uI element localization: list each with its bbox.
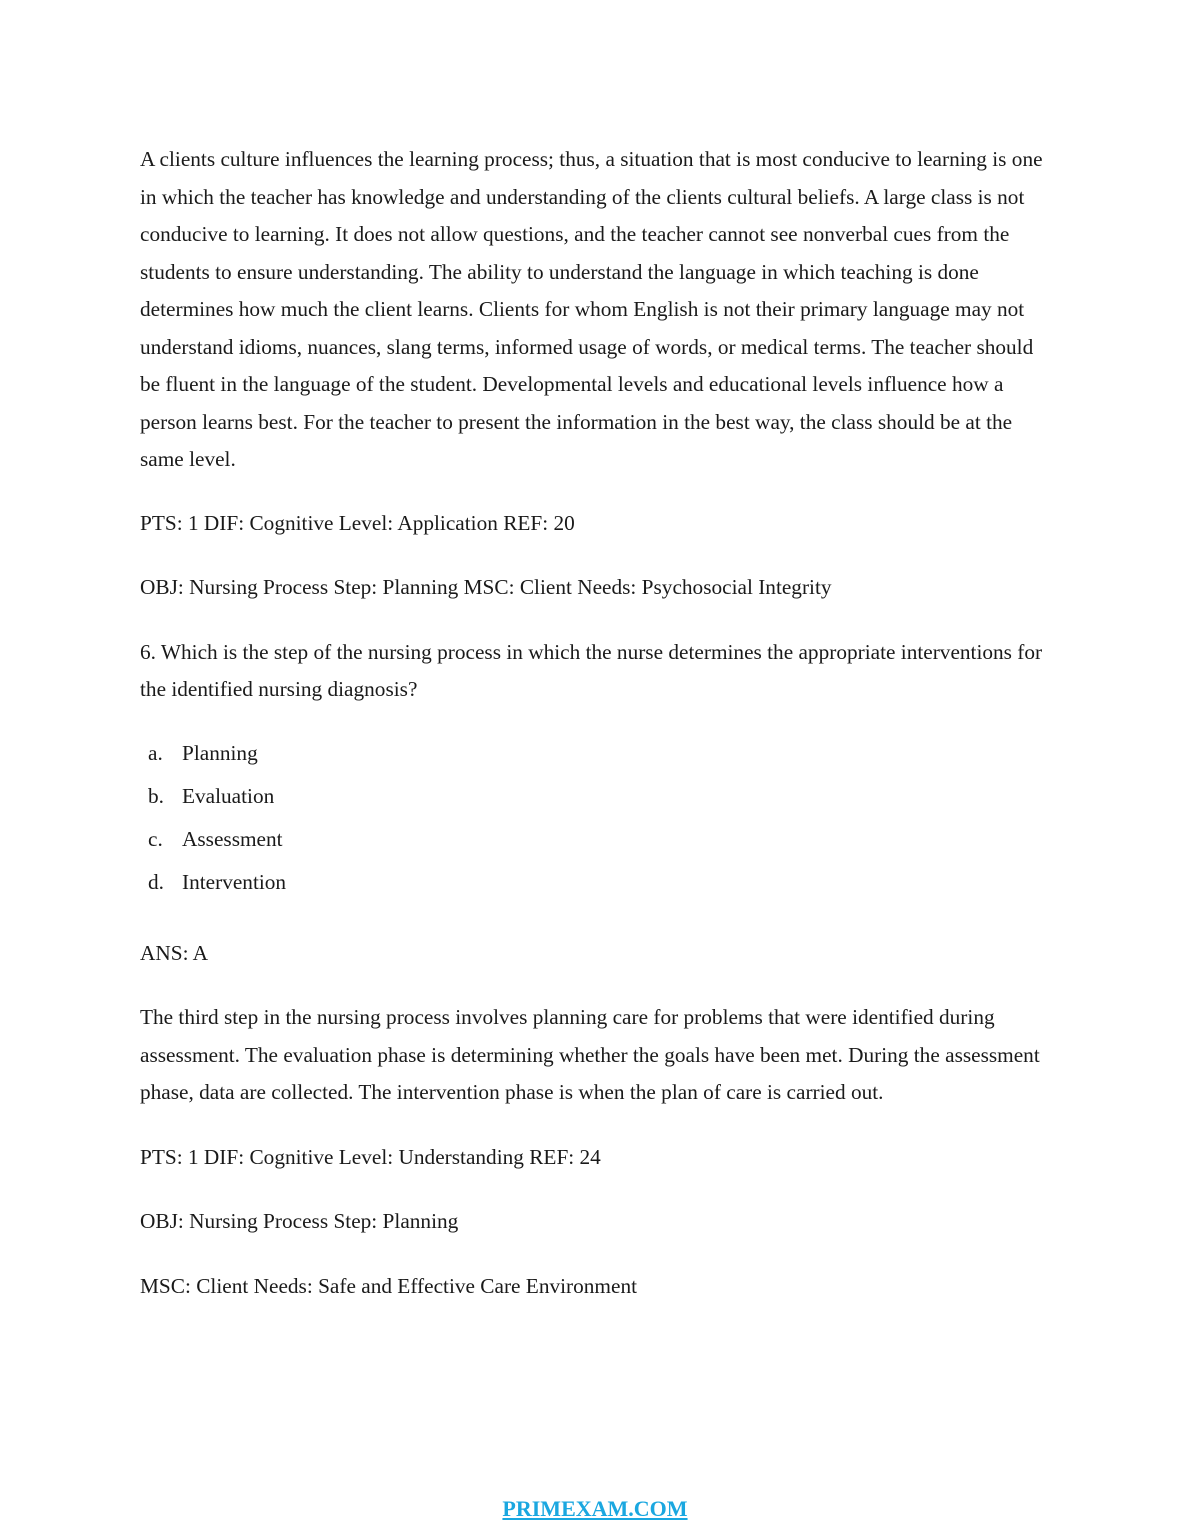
meta-pts: PTS: 1 DIF: Cognitive Level: Understanding REF: 24 [140, 1144, 601, 1169]
question-text: 6. Which is the step of the nursing process in which the nurse determines the appropriate interventions for the identified nursing diagnosis? [140, 639, 1043, 701]
option-c [140, 818, 1055, 861]
option-letter: b. [148, 783, 164, 808]
document-page [140, 141, 1055, 1332]
rationale-text: The third step in the nursing process involves planning care for problems that were identified during assessment. The evaluation phase is determining whether the goals have been met. During the assessment phase, data are collected. The intervention phase is when the plan of care is carried out. [140, 1005, 1040, 1104]
option-letter: d. [148, 869, 164, 894]
meta-msc: MSC: Client Needs: Safe and Effective Care Environment [140, 1273, 638, 1298]
option-d [140, 861, 1055, 904]
meta-obj: OBJ: Nursing Process Step: Planning [140, 1209, 459, 1233]
option-text: Intervention [182, 869, 287, 894]
option-letter: c. [148, 826, 163, 851]
option-letter: a. [148, 740, 163, 765]
option-text: Assessment [182, 826, 283, 851]
footer-site-link[interactable]: PRIMEXAM.COM [502, 1496, 688, 1521]
option-text: Planning [182, 740, 258, 765]
previous-meta-obj: OBJ: Nursing Process Step: Planning MSC: Client Needs: Psychosocial Integrity [140, 575, 832, 599]
option-b [140, 775, 1055, 818]
answer-key: ANS: A [140, 940, 209, 965]
answer-options [140, 732, 1055, 904]
option-text: Evaluation [182, 783, 275, 808]
previous-meta-pts: PTS: 1 DIF: Cognitive Level: Application REF: 20 [140, 510, 575, 535]
previous-rationale: A clients culture influences the learning process; thus, a situation that is most conducive to learning is one in which the teacher has knowledge and understanding of the clients cultural beliefs. A large class is not conducive to learning. It does not allow questions, and the teacher cannot see nonverbal cues from the students to ensure understanding. The ability to understand the language in which teaching is done determines how much the client learns. Clients for whom English is not their primary language may not understand idioms, nuances, slang terms, informed usage of words, or medical terms. The teacher should be fluent in the language of the student. Developmental levels and educational levels influence how a person learns best. For the teacher to present the information in the best way, the class should be at the same level. [140, 147, 1043, 471]
option-a [140, 732, 1055, 775]
